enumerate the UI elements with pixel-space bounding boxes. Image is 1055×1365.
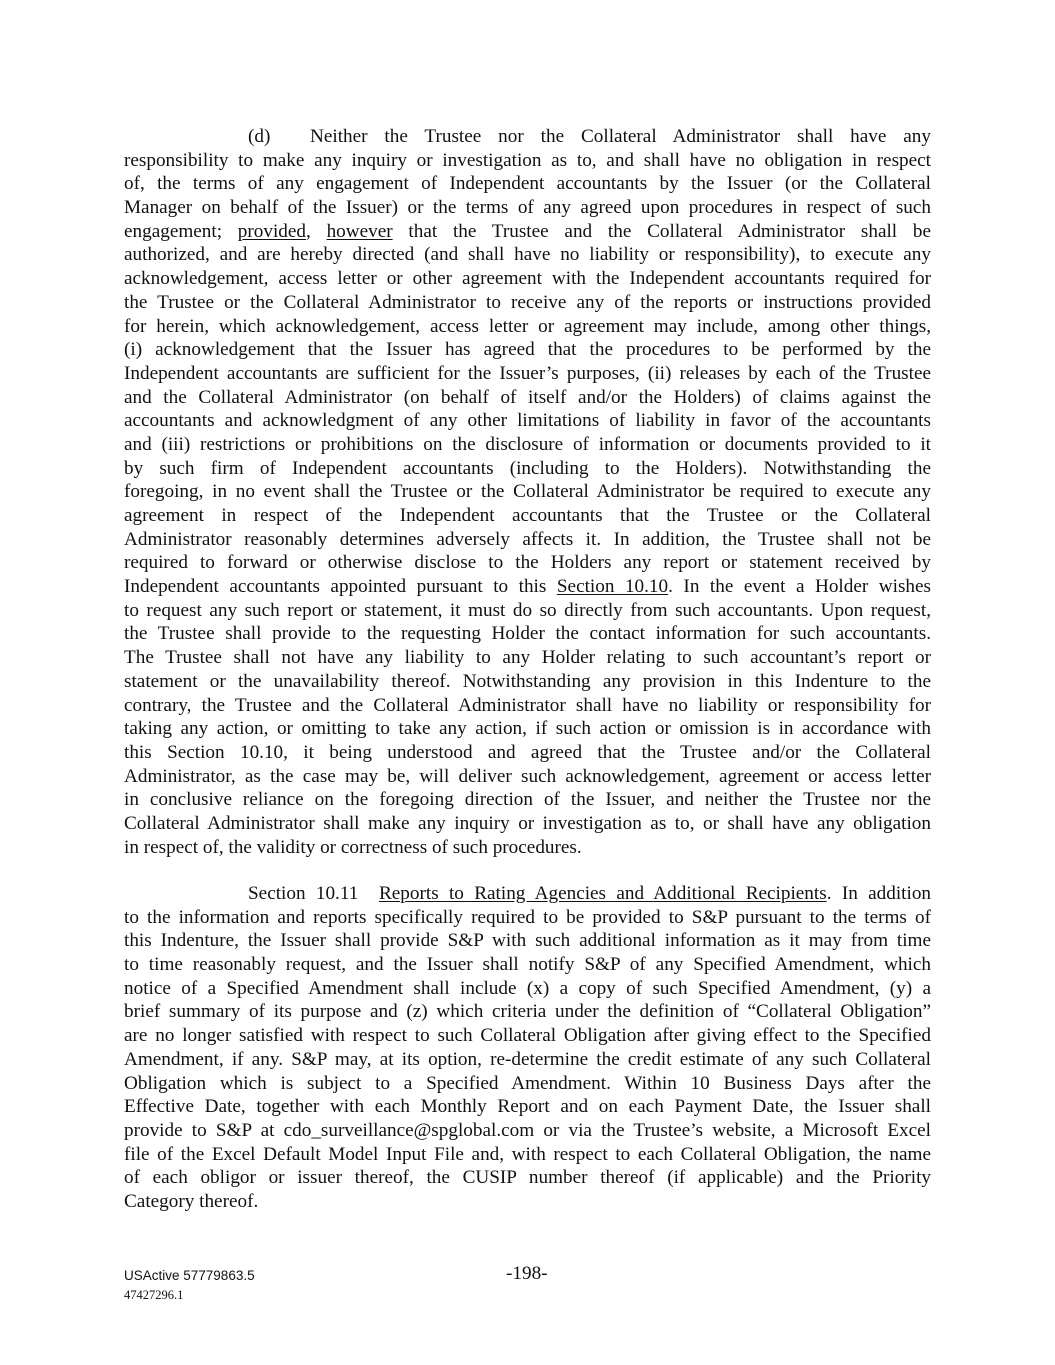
text-run: engagement; — [124, 220, 238, 242]
text-line: contrary, the Trustee and the Collateral Administrator shall have no liability or responsibility for — [124, 694, 931, 716]
section-heading: Reports to Rating Agencies and Additional Recipients — [378, 883, 827, 904]
text-run: , — [306, 220, 327, 242]
text-line: the Trustee shall provide to the requesting Holder the contact information for such accountants. — [124, 623, 931, 645]
text-line: file of the Excel Default Model Input File and, with respect to each Collateral Obligation, the name — [124, 1143, 931, 1165]
section-number: Section 10.11 — [248, 883, 379, 904]
text-line: Effective Date, together with each Monthly Report and on each Payment Date, the Issuer shall — [124, 1096, 931, 1118]
text-run: . In the event a Holder wishes — [668, 576, 931, 598]
text-line: Independent accountants are sufficient for the Issuer’s purposes, (ii) releases by each of the Trustee — [124, 362, 931, 384]
text-line: in respect of, the validity or correctness of such procedures. — [124, 836, 582, 858]
text-line: the Trustee or the Collateral Administrator to receive any of the reports or instructions provided — [124, 291, 931, 313]
text-line: in conclusive reliance on the foregoing direction of the Issuer, and neither the Trustee nor the — [124, 789, 931, 811]
text-line: accountants and acknowledgment of any other limitations of liability in favor of the accountants — [124, 410, 931, 432]
text-line: this Section 10.10, it being understood and agreed that the Trustee and/or the Collateral — [124, 741, 931, 763]
text-line: to request any such report or statement, it must do so directly from such accountants. Upon request, — [124, 599, 931, 621]
text-line: are no longer satisfied with respect to such Collateral Obligation after giving effect to the Specified — [124, 1025, 931, 1047]
text-line: Obligation which is subject to a Specified Amendment. Within 10 Business Days after the — [124, 1072, 931, 1094]
text-line: responsibility to make any inquiry or investigation as to, and shall have no obligation in respect — [124, 149, 931, 171]
subsection-label: (d) — [248, 126, 271, 147]
text-line: (i) acknowledgement that the Issuer has agreed that the procedures to be performed by the — [124, 339, 931, 361]
footer-document-id: USActive 57779863.5 — [124, 1268, 255, 1283]
text-line: Manager on behalf of the Issuer) or the terms of any agreed upon procedures in respect of such — [124, 197, 931, 219]
text-line: of each obligor or issuer thereof, the CUSIP number thereof (if applicable) and the Priority — [124, 1167, 931, 1189]
text-line: brief summary of its purpose and (z) which criteria under the definition of “Collateral Obligation” — [124, 1001, 931, 1023]
text-line: notice of a Specified Amendment shall include (x) a copy of such Specified Amendment, (y) a — [124, 977, 931, 999]
text-line: required to forward or otherwise disclose to the Holders any report or statement received by — [124, 552, 931, 574]
section-heading-line — [124, 882, 931, 906]
text-line — [124, 575, 931, 599]
text-line: this Indenture, the Issuer shall provide S&P with such additional information as it may from time — [124, 930, 931, 952]
text-line: The Trustee shall not have any liability to any Holder relating to such accountant’s report or — [124, 647, 931, 669]
text-line: agreement in respect of the Independent accountants that the Trustee or the Collateral — [124, 505, 931, 526]
text-line — [124, 125, 931, 149]
text-line: and (iii) restrictions or prohibitions on the disclosure of information or documents provided to it — [124, 433, 931, 455]
page-number: -198- — [506, 1263, 548, 1284]
text-run: that the Trustee and the Collateral Administrator shall be — [392, 220, 931, 242]
text-line: provide to S&P at cdo_surveillance@spglobal.com or via the Trustee’s website, a Microsoft Excel — [124, 1119, 931, 1141]
text-line: Administrator, as the case may be, will deliver such acknowledgement, agreement or access letter — [124, 765, 931, 787]
text-run: Neither the Trustee nor the Collateral Administrator shall have any — [310, 126, 931, 147]
text-line: to the information and reports specifically required to be provided to S&P pursuant to the terms of — [124, 906, 931, 928]
provided-term: provided — [237, 220, 307, 242]
text-line: Amendment, if any. S&P may, at its option, re-determine the credit estimate of any such Collateral — [124, 1048, 931, 1070]
text-line: for herein, which acknowledgement, access letter or agreement may include, among other things, — [124, 315, 931, 337]
text-line: to time reasonably request, and the Issuer shall notify S&P of any Specified Amendment, which — [124, 954, 931, 976]
text-line: Collateral Administrator shall make any inquiry or investigation as to, or shall have any obligation — [124, 812, 931, 834]
text-line — [124, 220, 931, 244]
however-term: however — [326, 220, 393, 242]
paragraph-d — [124, 125, 931, 859]
text-line: of, the terms of any engagement of Independent accountants by the Issuer (or the Collateral — [124, 173, 931, 195]
text-line: acknowledgement, access letter or other agreement with the Independent accountants required for — [124, 268, 931, 290]
section-10-11-paragraph — [124, 882, 931, 1214]
text-line: taking any action, or omitting to take any action, if such action or omission is in accordance with — [124, 718, 931, 740]
text-line: authorized, and are hereby directed (and shall have no liability or responsibility), to execute any — [124, 244, 931, 266]
section-10-10-reference: Section 10.10 — [556, 576, 669, 598]
text-line: statement or the unavailability thereof. Notwithstanding any provision in this Indenture to the — [124, 670, 931, 692]
footer-document-id-secondary: 47427296.1 — [124, 1288, 184, 1302]
text-line: foregoing, in no event shall the Trustee or the Collateral Administrator be required to execute any — [124, 481, 931, 503]
text-run: Independent accountants appointed pursuant to this — [124, 576, 557, 598]
text-line: Category thereof. — [124, 1190, 259, 1212]
text-line: Administrator reasonably determines adversely affects it. In addition, the Trustee shall not be — [124, 528, 931, 550]
text-line: by such firm of Independent accountants (including to the Holders). Notwithstanding the — [124, 457, 931, 479]
text-run: . In addition — [826, 883, 932, 904]
text-line: and the Collateral Administrator (on behalf of itself and/or the Holders) of claims against the — [124, 386, 931, 408]
